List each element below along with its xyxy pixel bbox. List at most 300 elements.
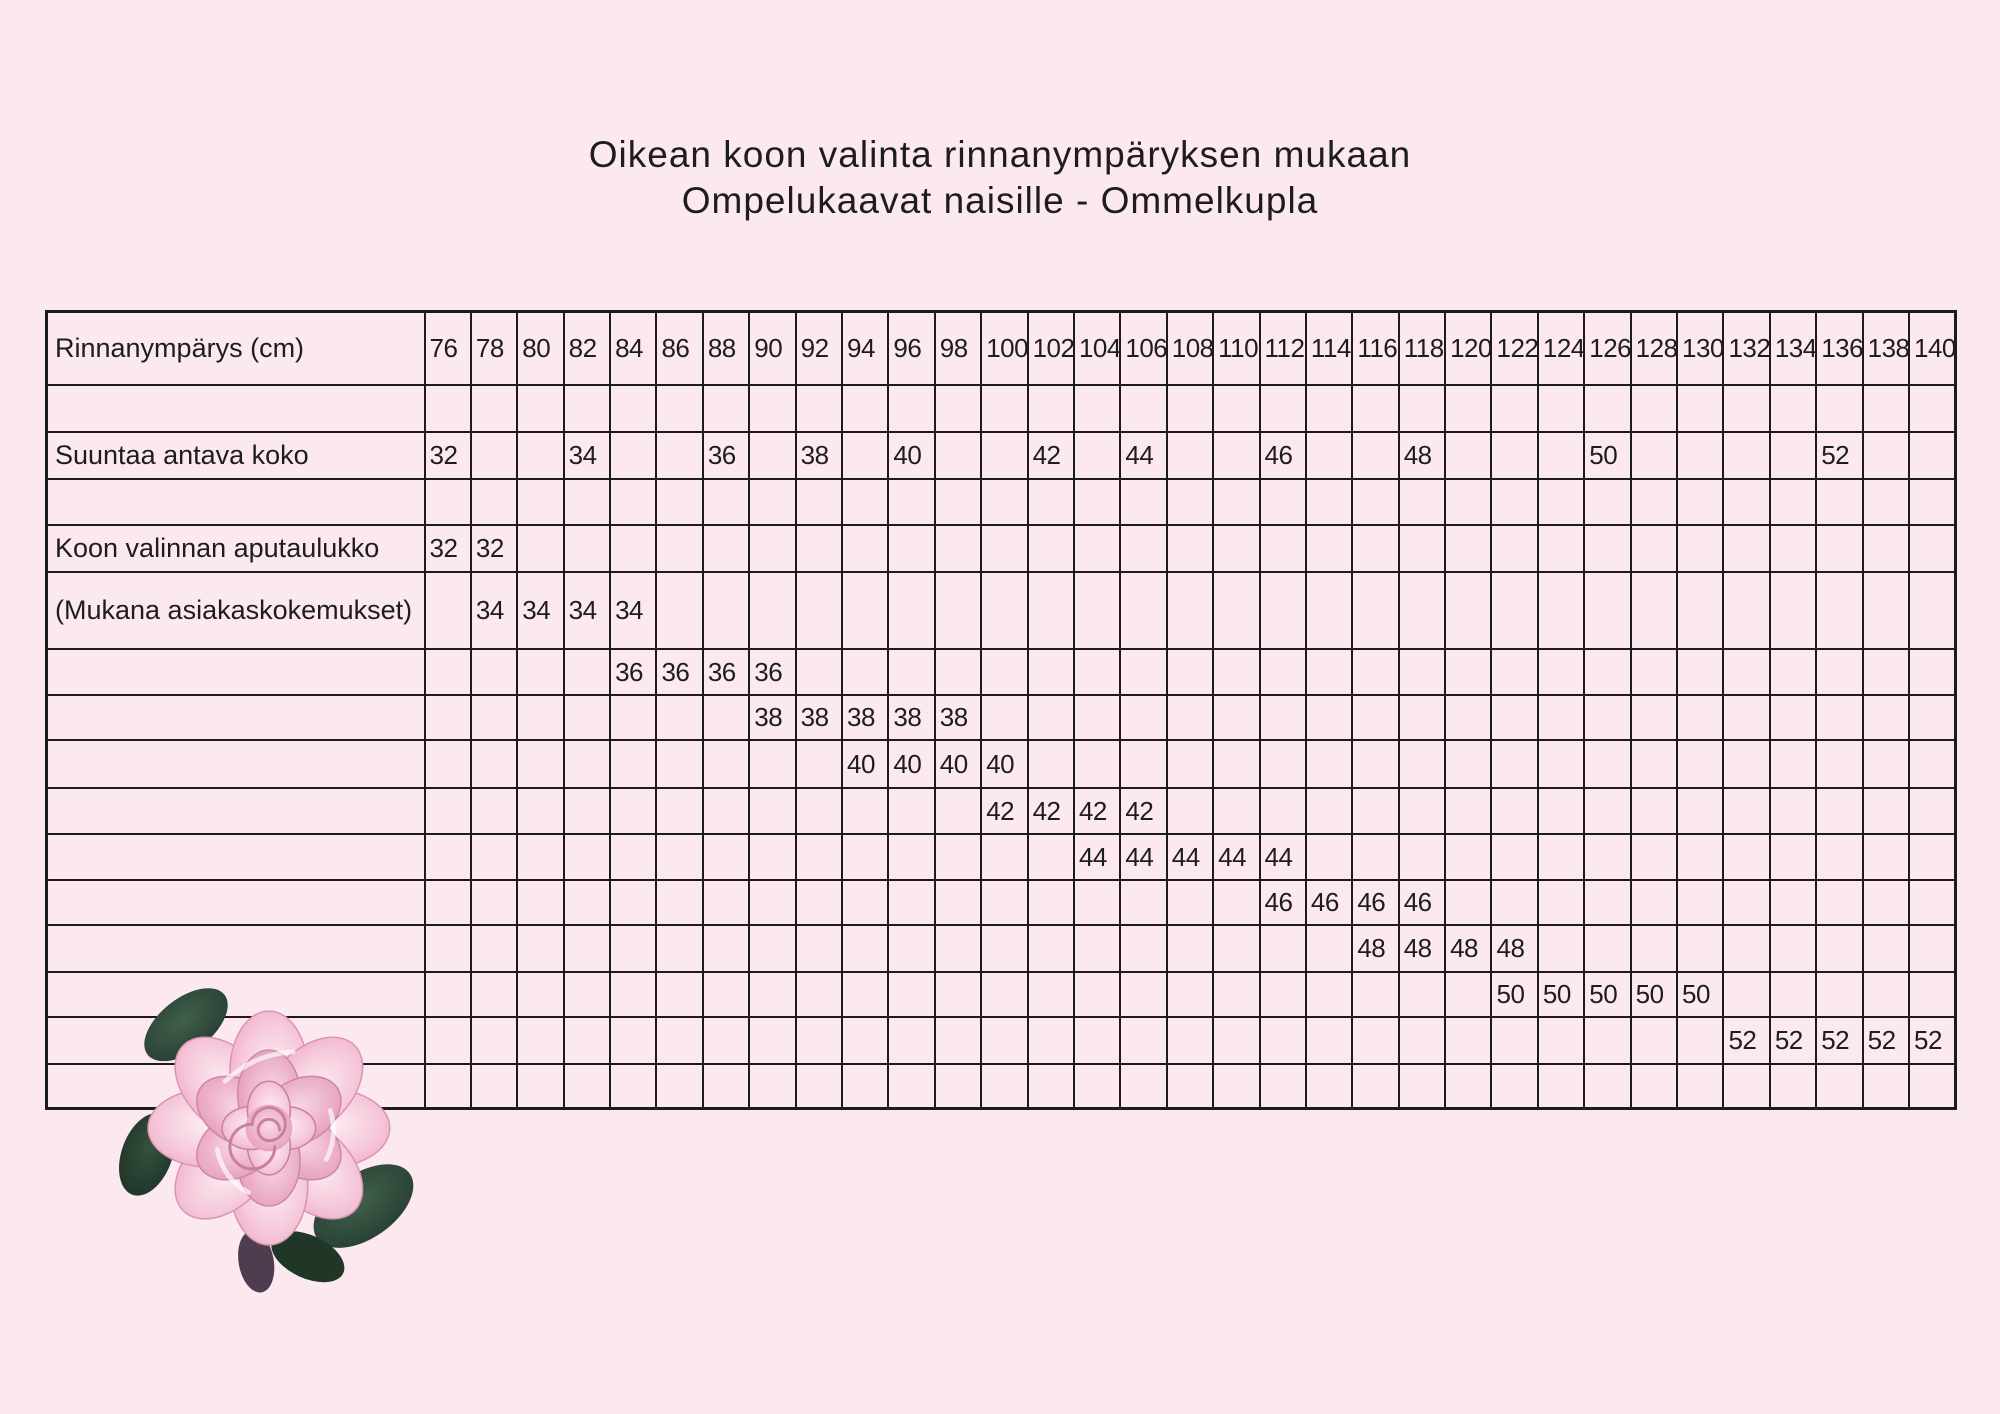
size-cell <box>1028 880 1074 925</box>
size-cell <box>1260 385 1306 432</box>
size-cell <box>1445 880 1491 925</box>
size-cell <box>1260 695 1306 740</box>
size-cell <box>425 385 471 432</box>
size-cell <box>1213 572 1259 649</box>
size-cell <box>1445 788 1491 834</box>
size-cell <box>1167 1064 1213 1109</box>
size-cell <box>1399 385 1445 432</box>
size-cell: 42 <box>1074 788 1120 834</box>
size-cell <box>564 649 610 695</box>
size-cell <box>610 788 656 834</box>
bust-header-cell: 114 <box>1306 312 1352 385</box>
size-cell <box>1770 740 1816 788</box>
size-cell <box>935 925 981 972</box>
bust-header-cell: 94 <box>842 312 888 385</box>
size-cell <box>1445 572 1491 649</box>
size-cell <box>935 649 981 695</box>
size-cell <box>1863 972 1909 1017</box>
size-cell: 48 <box>1399 925 1445 972</box>
size-cell: 34 <box>471 572 517 649</box>
size-cell <box>1213 695 1259 740</box>
size-cell: 40 <box>935 740 981 788</box>
size-cell <box>888 925 934 972</box>
size-cell <box>1677 479 1723 525</box>
size-cell <box>1445 740 1491 788</box>
size-cell <box>1213 479 1259 525</box>
size-cell <box>749 479 795 525</box>
bust-header-cell: 82 <box>564 312 610 385</box>
size-cell <box>517 649 563 695</box>
size-cell <box>610 925 656 972</box>
table-row <box>47 649 1956 695</box>
bust-header-cell: 126 <box>1584 312 1630 385</box>
size-cell: 32 <box>425 525 471 572</box>
size-cell <box>1074 695 1120 740</box>
size-cell: 36 <box>749 649 795 695</box>
size-cell <box>842 925 888 972</box>
bust-header-cell: 136 <box>1816 312 1862 385</box>
size-cell <box>796 479 842 525</box>
size-cell <box>1723 972 1769 1017</box>
size-cell <box>1120 695 1166 740</box>
row-label-cell <box>47 740 425 788</box>
size-cell <box>1399 572 1445 649</box>
size-cell <box>1399 695 1445 740</box>
size-cell <box>1352 479 1398 525</box>
size-cell <box>1770 972 1816 1017</box>
table-row <box>47 312 1956 385</box>
size-cell <box>1260 572 1306 649</box>
size-cell <box>842 1064 888 1109</box>
size-cell <box>1863 788 1909 834</box>
size-cell <box>888 385 934 432</box>
size-cell <box>842 649 888 695</box>
size-cell <box>471 432 517 479</box>
size-cell <box>703 740 749 788</box>
page-title <box>0 132 2000 224</box>
row-label-cell <box>47 788 425 834</box>
size-cell <box>425 649 471 695</box>
size-cell <box>1399 479 1445 525</box>
size-cell <box>842 432 888 479</box>
size-cell <box>981 925 1027 972</box>
size-cell <box>1816 834 1862 880</box>
size-cell: 52 <box>1863 1017 1909 1064</box>
row-label-cell: (Mukana asiakaskokemukset) <box>47 572 425 649</box>
size-cell <box>1491 880 1537 925</box>
size-cell <box>517 972 563 1017</box>
size-cell <box>656 385 702 432</box>
size-cell <box>1260 740 1306 788</box>
size-cell <box>471 695 517 740</box>
size-cell <box>1352 1064 1398 1109</box>
size-cell <box>517 740 563 788</box>
size-cell <box>1213 1017 1259 1064</box>
size-cell <box>703 1017 749 1064</box>
size-cell <box>935 788 981 834</box>
size-cell <box>1306 649 1352 695</box>
size-cell <box>749 1064 795 1109</box>
size-cell <box>1677 880 1723 925</box>
size-cell <box>1445 525 1491 572</box>
bust-header-cell: 130 <box>1677 312 1723 385</box>
size-cell <box>1863 649 1909 695</box>
table-row <box>47 525 1956 572</box>
page-title-line1: Oikean koon valinta rinnanympäryksen mukaan <box>588 134 1412 175</box>
size-cell <box>471 834 517 880</box>
size-cell <box>656 1017 702 1064</box>
bust-header-cell: 138 <box>1863 312 1909 385</box>
size-cell <box>1306 385 1352 432</box>
size-cell <box>796 1017 842 1064</box>
size-cell <box>749 925 795 972</box>
size-cell <box>1306 788 1352 834</box>
size-cell <box>1306 695 1352 740</box>
size-cell <box>1770 525 1816 572</box>
size-cell <box>1352 972 1398 1017</box>
size-cell <box>796 525 842 572</box>
size-cell <box>1028 972 1074 1017</box>
size-cell <box>656 834 702 880</box>
size-cell <box>842 880 888 925</box>
size-cell <box>981 385 1027 432</box>
size-cell: 38 <box>796 695 842 740</box>
table-row <box>47 385 1956 432</box>
size-cell <box>1399 525 1445 572</box>
size-cell <box>1352 649 1398 695</box>
size-cell <box>1260 1017 1306 1064</box>
size-cell <box>425 1064 471 1109</box>
size-cell <box>1120 572 1166 649</box>
size-cell: 36 <box>610 649 656 695</box>
size-cell <box>1491 834 1537 880</box>
size-cell: 38 <box>796 432 842 479</box>
size-cell <box>656 740 702 788</box>
size-cell <box>1399 649 1445 695</box>
size-cell <box>1074 1017 1120 1064</box>
size-cell <box>1445 432 1491 479</box>
bust-header-cell: 98 <box>935 312 981 385</box>
size-cell <box>1306 972 1352 1017</box>
size-cell <box>1584 788 1630 834</box>
bust-header-cell: 132 <box>1723 312 1769 385</box>
size-cell <box>1445 834 1491 880</box>
size-cell <box>796 788 842 834</box>
size-cell <box>749 385 795 432</box>
size-cell <box>1028 695 1074 740</box>
size-cell: 42 <box>1120 788 1166 834</box>
size-cell <box>1723 925 1769 972</box>
bust-header-cell: 76 <box>425 312 471 385</box>
size-cell <box>610 525 656 572</box>
size-cell <box>610 695 656 740</box>
size-cell <box>564 1064 610 1109</box>
size-cell <box>1167 479 1213 525</box>
size-cell <box>1770 788 1816 834</box>
size-cell <box>888 788 934 834</box>
size-cell <box>564 740 610 788</box>
size-cell <box>1723 385 1769 432</box>
size-cell <box>1074 649 1120 695</box>
size-cell <box>1863 925 1909 972</box>
size-cell <box>1074 385 1120 432</box>
size-cell <box>1167 385 1213 432</box>
size-cell <box>425 479 471 525</box>
size-cell <box>935 880 981 925</box>
size-cell <box>935 525 981 572</box>
size-cell <box>703 572 749 649</box>
size-cell <box>749 525 795 572</box>
size-cell <box>888 525 934 572</box>
size-cell <box>981 479 1027 525</box>
size-cell <box>1213 525 1259 572</box>
size-cell: 38 <box>749 695 795 740</box>
size-cell <box>1770 649 1816 695</box>
size-cell <box>1260 479 1306 525</box>
size-cell <box>656 972 702 1017</box>
size-cell: 40 <box>888 740 934 788</box>
size-cell <box>749 432 795 479</box>
size-cell <box>425 788 471 834</box>
table-row <box>47 788 1956 834</box>
size-cell <box>1909 834 1955 880</box>
size-cell <box>1120 525 1166 572</box>
size-cell: 42 <box>981 788 1027 834</box>
size-cell <box>1399 1064 1445 1109</box>
size-cell: 52 <box>1770 1017 1816 1064</box>
bust-header-cell: 100 <box>981 312 1027 385</box>
size-cell <box>1213 1064 1259 1109</box>
size-cell <box>517 385 563 432</box>
size-cell: 50 <box>1584 972 1630 1017</box>
size-cell <box>1028 740 1074 788</box>
size-cell <box>796 925 842 972</box>
size-cell <box>1770 572 1816 649</box>
size-cell <box>1028 572 1074 649</box>
size-cell <box>749 972 795 1017</box>
bust-header-cell: 104 <box>1074 312 1120 385</box>
size-cell: 38 <box>935 695 981 740</box>
size-cell <box>1538 479 1584 525</box>
size-cell: 36 <box>703 649 749 695</box>
size-cell <box>1863 479 1909 525</box>
size-cell <box>1863 385 1909 432</box>
size-cell <box>981 1017 1027 1064</box>
size-cell <box>517 695 563 740</box>
size-cell <box>703 479 749 525</box>
size-cell <box>1909 972 1955 1017</box>
size-cell <box>749 572 795 649</box>
size-cell <box>1909 740 1955 788</box>
size-cell <box>1631 695 1677 740</box>
size-cell <box>1538 788 1584 834</box>
size-cell <box>425 740 471 788</box>
size-cell <box>1120 925 1166 972</box>
size-cell: 40 <box>981 740 1027 788</box>
size-cell <box>1491 740 1537 788</box>
size-cell <box>796 740 842 788</box>
bust-header-cell: 78 <box>471 312 517 385</box>
size-cell <box>1631 740 1677 788</box>
size-cell <box>517 432 563 479</box>
size-cell <box>1028 834 1074 880</box>
size-cell <box>656 572 702 649</box>
size-cell <box>1677 1064 1723 1109</box>
size-cell <box>796 880 842 925</box>
size-cell <box>1677 1017 1723 1064</box>
size-cell <box>1445 649 1491 695</box>
size-cell <box>1074 925 1120 972</box>
size-cell <box>1909 788 1955 834</box>
size-cell <box>981 572 1027 649</box>
size-cell <box>1538 432 1584 479</box>
size-cell <box>1167 432 1213 479</box>
size-cell <box>1538 925 1584 972</box>
size-cell <box>610 740 656 788</box>
size-cell <box>1213 788 1259 834</box>
size-cell <box>425 572 471 649</box>
size-cell <box>564 788 610 834</box>
size-cell <box>1491 572 1537 649</box>
row-label-cell <box>47 649 425 695</box>
table-row <box>47 572 1956 649</box>
size-cell <box>517 525 563 572</box>
size-cell <box>425 695 471 740</box>
row-label-cell: Suuntaa antava koko <box>47 432 425 479</box>
size-cell <box>1491 385 1537 432</box>
size-cell <box>1445 1017 1491 1064</box>
size-cell <box>1306 479 1352 525</box>
size-cell <box>1120 649 1166 695</box>
size-cell <box>1816 1064 1862 1109</box>
size-cell <box>1167 525 1213 572</box>
bust-header-cell: 134 <box>1770 312 1816 385</box>
size-cell <box>1213 925 1259 972</box>
size-cell <box>1723 788 1769 834</box>
size-cell <box>981 972 1027 1017</box>
rose-illustration <box>108 960 420 1300</box>
size-cell <box>1584 834 1630 880</box>
size-cell <box>703 834 749 880</box>
size-cell <box>703 525 749 572</box>
size-cell <box>1167 649 1213 695</box>
size-cell <box>1491 479 1537 525</box>
size-cell <box>1631 649 1677 695</box>
size-cell <box>796 572 842 649</box>
size-cell <box>935 1064 981 1109</box>
size-cell: 48 <box>1491 925 1537 972</box>
bust-header-cell: 116 <box>1352 312 1398 385</box>
size-cell: 52 <box>1816 432 1862 479</box>
size-cell <box>1677 385 1723 432</box>
size-cell <box>1631 432 1677 479</box>
size-cell <box>1120 880 1166 925</box>
size-cell <box>1167 788 1213 834</box>
size-cell <box>842 834 888 880</box>
size-cell: 36 <box>703 432 749 479</box>
row-label-cell: Rinnanympärys (cm) <box>47 312 425 385</box>
size-cell <box>1816 385 1862 432</box>
size-cell <box>1723 834 1769 880</box>
size-cell <box>888 972 934 1017</box>
size-cell <box>1491 525 1537 572</box>
size-cell <box>749 880 795 925</box>
bust-header-cell: 102 <box>1028 312 1074 385</box>
size-cell <box>1909 385 1955 432</box>
size-cell <box>703 788 749 834</box>
size-cell: 44 <box>1074 834 1120 880</box>
size-cell <box>1491 788 1537 834</box>
size-cell <box>1306 1064 1352 1109</box>
size-cell: 34 <box>564 572 610 649</box>
size-cell <box>1816 649 1862 695</box>
size-cell <box>564 880 610 925</box>
size-cell <box>1584 1064 1630 1109</box>
size-cell <box>842 572 888 649</box>
size-cell <box>1074 432 1120 479</box>
size-cell <box>1538 834 1584 880</box>
row-label-cell <box>47 479 425 525</box>
size-cell <box>656 1064 702 1109</box>
size-cell: 38 <box>842 695 888 740</box>
size-cell <box>1816 880 1862 925</box>
size-cell <box>471 649 517 695</box>
size-cell <box>1399 834 1445 880</box>
size-cell <box>1074 972 1120 1017</box>
size-cell <box>1816 479 1862 525</box>
size-cell <box>888 1017 934 1064</box>
size-cell: 48 <box>1445 925 1491 972</box>
size-cell <box>1909 479 1955 525</box>
size-cell <box>610 479 656 525</box>
size-cell <box>1213 432 1259 479</box>
size-cell: 46 <box>1260 880 1306 925</box>
bust-header-cell: 108 <box>1167 312 1213 385</box>
size-cell: 42 <box>1028 788 1074 834</box>
size-cell <box>1399 740 1445 788</box>
size-cell <box>1631 925 1677 972</box>
size-cell <box>1631 572 1677 649</box>
size-cell <box>1120 972 1166 1017</box>
table-row <box>47 834 1956 880</box>
table-row <box>47 432 1956 479</box>
size-cell <box>564 479 610 525</box>
size-cell <box>1631 525 1677 572</box>
size-cell <box>1306 1017 1352 1064</box>
size-cell <box>1213 649 1259 695</box>
size-cell <box>656 695 702 740</box>
bust-header-cell: 110 <box>1213 312 1259 385</box>
size-cell: 44 <box>1120 432 1166 479</box>
bust-header-cell: 118 <box>1399 312 1445 385</box>
size-cell <box>1074 880 1120 925</box>
bust-header-cell: 92 <box>796 312 842 385</box>
size-cell <box>796 1064 842 1109</box>
size-cell <box>656 479 702 525</box>
size-cell <box>1491 649 1537 695</box>
size-cell <box>1677 925 1723 972</box>
size-cell: 50 <box>1538 972 1584 1017</box>
row-label-cell <box>47 385 425 432</box>
size-cell <box>1213 740 1259 788</box>
size-cell <box>1723 432 1769 479</box>
size-cell <box>1260 525 1306 572</box>
bust-header-cell: 122 <box>1491 312 1537 385</box>
size-cell <box>425 925 471 972</box>
size-cell: 50 <box>1584 432 1630 479</box>
size-cell <box>471 925 517 972</box>
bust-header-cell: 96 <box>888 312 934 385</box>
